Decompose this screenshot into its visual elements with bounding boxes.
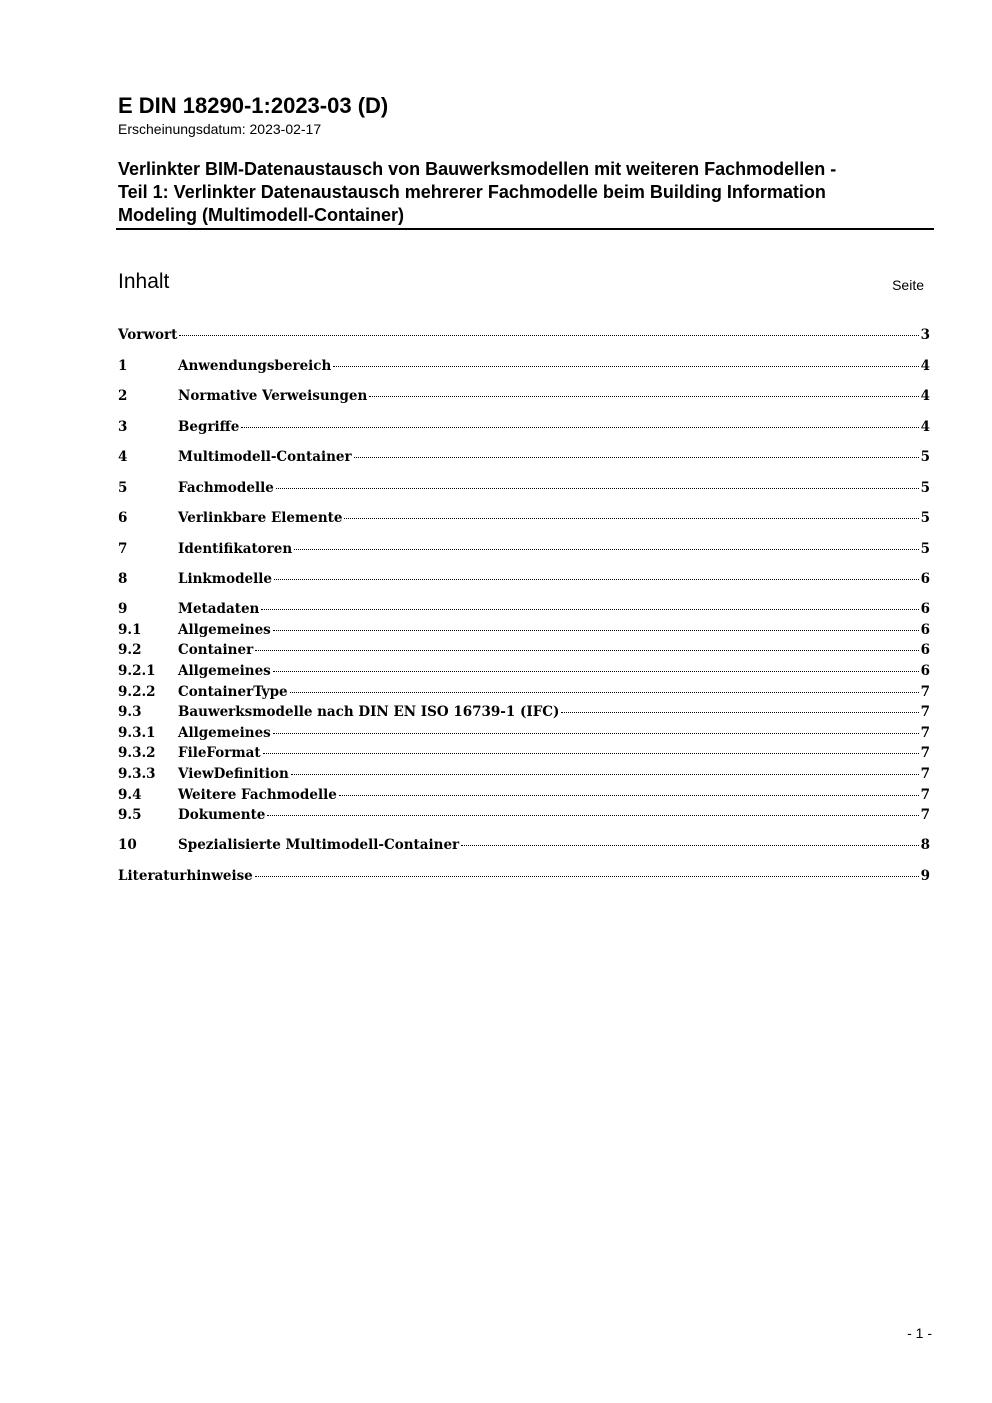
dot-leader (294, 549, 918, 550)
toc-entry[interactable] (118, 386, 930, 406)
toc-entry-title: Bauwerksmodelle nach DIN EN ISO 16739-1 (IFC) (178, 704, 560, 720)
dot-leader (255, 650, 918, 651)
toc-entry-number: 9.3 (118, 704, 142, 720)
page-column-label: Seite (892, 277, 924, 293)
toc-entry-title: Container (178, 642, 254, 658)
toc-entry-page: 7 (920, 725, 930, 741)
toc-entry[interactable] (118, 835, 930, 855)
toc-entry-number: 9 (118, 601, 128, 617)
toc-entry-number: 9.5 (118, 807, 142, 823)
toc-entry-page: 3 (920, 327, 930, 343)
toc-entry[interactable] (118, 702, 930, 722)
toc-entry[interactable] (118, 743, 930, 763)
toc-entry-page: 7 (920, 807, 930, 823)
toc-entry-title: Linkmodelle (178, 571, 272, 587)
dot-leader (267, 815, 918, 816)
toc-entry-title: Multimodell-Container (178, 449, 352, 465)
toc-entry[interactable] (118, 508, 930, 528)
dot-leader (339, 795, 919, 796)
toc-entry[interactable] (118, 866, 930, 886)
toc-entry-page: 7 (920, 704, 930, 720)
toc-entry-page: 4 (920, 388, 930, 404)
toc-entry-number: 9.3.1 (118, 725, 156, 741)
dot-leader (179, 335, 918, 336)
document-title-line: Modeling (Multimodell-Container) (118, 205, 404, 225)
toc-entry-number: 8 (118, 571, 128, 587)
dot-leader (561, 712, 918, 713)
document-id: E DIN 18290-1:2023-03 (D) (118, 93, 389, 118)
toc-entry-number: 9.2.2 (118, 684, 156, 700)
toc-entry-page: 7 (920, 766, 930, 782)
dot-leader (261, 609, 918, 610)
document-title-line: Verlinkter BIM-Datenaustausch von Bauwerksmodellen mit weiteren Fachmodellen - (118, 159, 837, 179)
toc-entry-title: Allgemeines (178, 725, 271, 741)
dot-leader (354, 457, 919, 458)
dot-leader (369, 396, 918, 397)
toc-entry-page: 9 (920, 868, 930, 884)
toc-entry-number: 4 (118, 449, 128, 465)
toc-entry-title: Spezialisierte Multimodell-Container (178, 837, 460, 853)
toc-entry[interactable] (118, 805, 930, 825)
toc-entry-page: 5 (920, 541, 930, 557)
toc-entry-number: 9.1 (118, 622, 142, 638)
dot-leader (273, 630, 919, 631)
toc-entry-page: 7 (920, 745, 930, 761)
toc-entry[interactable] (118, 539, 930, 559)
toc-entry[interactable] (118, 682, 930, 702)
toc-entry-title: Weitere Fachmodelle (178, 787, 337, 803)
dot-leader (290, 692, 919, 693)
publication-date: Erscheinungsdatum: 2023-02-17 (118, 121, 322, 137)
title-divider (116, 228, 934, 230)
toc-entry[interactable] (118, 569, 930, 589)
toc-entry-title: Allgemeines (178, 663, 271, 679)
toc-entry-page: 5 (920, 480, 930, 496)
toc-entry-number: 9.3.2 (118, 745, 156, 761)
dot-leader (461, 845, 918, 846)
toc-entry-number: 9.2.1 (118, 663, 156, 679)
toc-entry-page: 8 (920, 837, 930, 853)
toc-entry-number: 6 (118, 510, 128, 526)
toc-entry-page: 5 (920, 449, 930, 465)
contents-heading: Inhalt (118, 270, 170, 293)
toc-entry-number: 5 (118, 480, 128, 496)
toc-entry-title: Begriffe (178, 419, 240, 435)
toc-entry-page: 5 (920, 510, 930, 526)
toc-entry-number: 2 (118, 388, 128, 404)
dot-leader (333, 366, 918, 367)
dot-leader (273, 733, 919, 734)
toc-entry-title: Allgemeines (178, 622, 271, 638)
dot-leader (276, 488, 919, 489)
toc-entry-title: Literaturhinweise (118, 868, 253, 884)
dot-leader (241, 427, 918, 428)
toc-entry-title: Vorwort (118, 327, 178, 343)
toc-entry[interactable] (118, 661, 930, 681)
toc-entry-number: 9.3.3 (118, 766, 156, 782)
document-header (118, 92, 933, 230)
toc-entry[interactable] (118, 478, 930, 498)
toc-entry-title: FileFormat (178, 745, 261, 761)
toc-entry-title: Verlinkbare Elemente (178, 510, 343, 526)
document-title-line: Teil 1: Verlinkter Datenaustausch mehrerer Fachmodelle beim Building Information (118, 182, 826, 202)
toc-entry-page: 6 (920, 622, 930, 638)
toc-entry-page: 6 (920, 642, 930, 658)
toc-entry[interactable] (118, 417, 930, 437)
dot-leader (273, 671, 919, 672)
toc-entry[interactable] (118, 785, 930, 805)
toc-entry-title: Fachmodelle (178, 480, 274, 496)
toc-entry-page: 4 (920, 358, 930, 374)
toc-entry-number: 9.2 (118, 642, 142, 658)
dot-leader (344, 518, 918, 519)
toc-entry-title: Identifikatoren (178, 541, 293, 557)
toc-entry[interactable] (118, 764, 930, 784)
dot-leader (263, 753, 919, 754)
toc-entry-number: 10 (118, 837, 137, 853)
page-number: - 1 - (907, 1325, 932, 1341)
dot-leader (291, 774, 919, 775)
toc-entry-page: 6 (920, 663, 930, 679)
toc-entry-page: 6 (920, 601, 930, 617)
toc-entry-title: ContainerType (178, 684, 288, 700)
toc-entry-page: 7 (920, 684, 930, 700)
toc-entry-number: 3 (118, 419, 128, 435)
dot-leader (274, 579, 919, 580)
toc-entry[interactable] (118, 620, 930, 640)
toc-entry-title: ViewDefinition (178, 766, 289, 782)
toc-entry-page: 7 (920, 787, 930, 803)
toc-entry[interactable] (118, 599, 930, 619)
toc-entry-title: Normative Verweisungen (178, 388, 368, 404)
toc-entry-page: 4 (920, 419, 930, 435)
toc-entry-number: 7 (118, 541, 128, 557)
document-title (118, 158, 933, 230)
toc-entry[interactable] (118, 447, 930, 467)
dot-leader (255, 876, 919, 877)
toc-entry-title: Dokumente (178, 807, 266, 823)
toc-entry-page: 6 (920, 571, 930, 587)
toc-entry[interactable] (118, 640, 930, 660)
toc-entry[interactable] (118, 356, 930, 376)
toc-entry[interactable] (118, 723, 930, 743)
toc-entry[interactable] (118, 325, 930, 345)
toc-entry-title: Anwendungsbereich (178, 358, 332, 374)
toc-entry-number: 1 (118, 358, 128, 374)
toc-entry-title: Metadaten (178, 601, 260, 617)
toc-entry-number: 9.4 (118, 787, 142, 803)
